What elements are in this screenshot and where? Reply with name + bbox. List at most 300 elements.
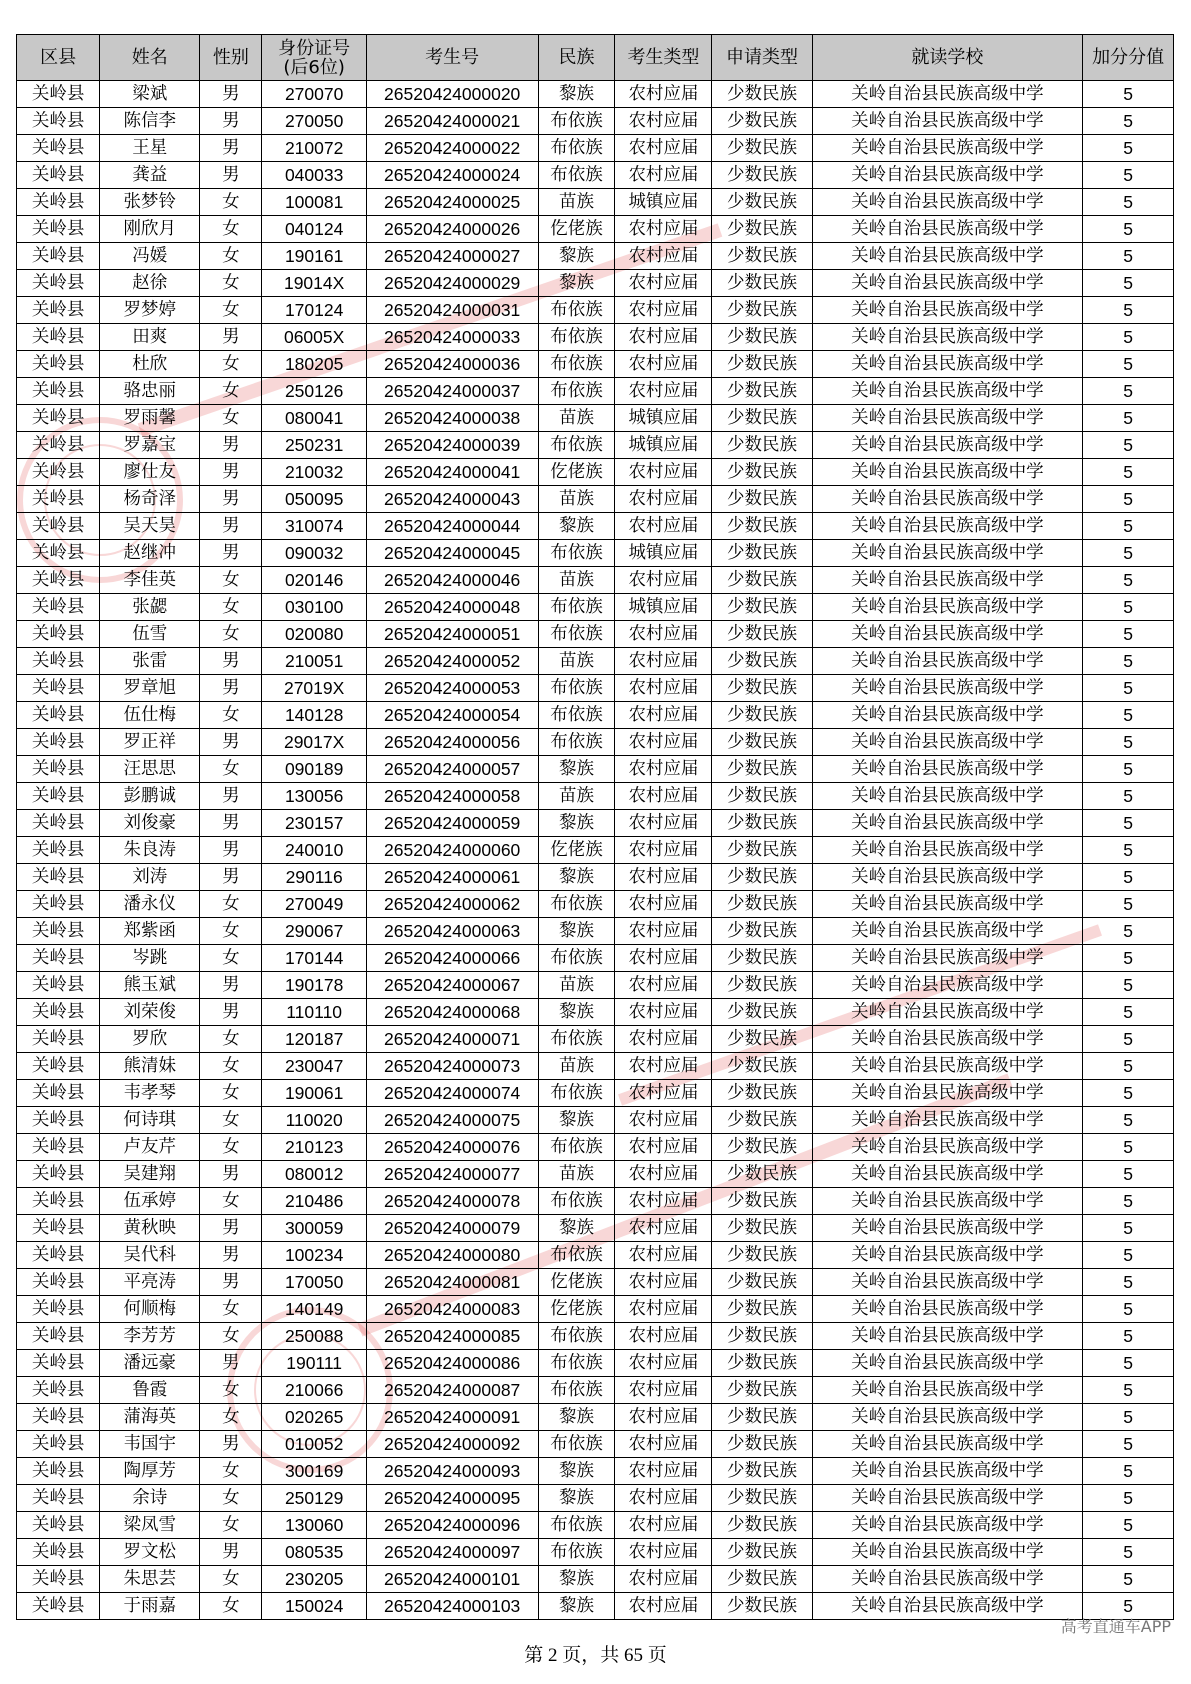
cell-ethnicity: 布依族 [538, 135, 615, 162]
cell-name: 余诗 [100, 1485, 200, 1512]
candidate-table-container [16, 34, 1174, 1620]
cell-id-suffix: 250088 [262, 1323, 366, 1350]
cell-application-type: 少数民族 [712, 1215, 812, 1242]
cell-ethnicity: 黎族 [538, 270, 615, 297]
cell-exam-number: 26520424000103 [366, 1593, 538, 1620]
cell-exam-number: 26520424000037 [366, 378, 538, 405]
cell-name: 罗章旭 [100, 675, 200, 702]
cell-name: 张勰 [100, 594, 200, 621]
cell-school: 关岭自治县民族高级中学 [812, 1539, 1083, 1566]
cell-gender: 男 [200, 1350, 262, 1377]
cell-exam-number: 26520424000067 [366, 972, 538, 999]
cell-name: 吴建翔 [100, 1161, 200, 1188]
cell-ethnicity: 黎族 [538, 1215, 615, 1242]
cell-school: 关岭自治县民族高级中学 [812, 162, 1083, 189]
cell-gender: 女 [200, 1080, 262, 1107]
cell-student-type: 农村应届 [615, 1431, 712, 1458]
cell-ethnicity: 布依族 [538, 432, 615, 459]
header-exam-number: 考生号 [366, 35, 538, 81]
cell-school: 关岭自治县民族高级中学 [812, 675, 1083, 702]
cell-id-suffix: 230205 [262, 1566, 366, 1593]
cell-district: 关岭县 [17, 1026, 100, 1053]
cell-bonus-points: 5 [1083, 864, 1174, 891]
cell-exam-number: 26520424000078 [366, 1188, 538, 1215]
cell-ethnicity: 布依族 [538, 1188, 615, 1215]
table-row [17, 702, 1174, 729]
cell-application-type: 少数民族 [712, 1188, 812, 1215]
cell-name: 平亮涛 [100, 1269, 200, 1296]
table-row [17, 1107, 1174, 1134]
table-row [17, 567, 1174, 594]
cell-gender: 男 [200, 1215, 262, 1242]
cell-ethnicity: 布依族 [538, 1539, 615, 1566]
cell-id-suffix: 080012 [262, 1161, 366, 1188]
cell-id-suffix: 130056 [262, 783, 366, 810]
cell-student-type: 农村应届 [615, 945, 712, 972]
cell-exam-number: 26520424000052 [366, 648, 538, 675]
cell-application-type: 少数民族 [712, 1350, 812, 1377]
cell-application-type: 少数民族 [712, 648, 812, 675]
cell-student-type: 农村应届 [615, 567, 712, 594]
cell-id-suffix: 250231 [262, 432, 366, 459]
cell-gender: 女 [200, 1377, 262, 1404]
cell-id-suffix: 210032 [262, 459, 366, 486]
cell-ethnicity: 布依族 [538, 1431, 615, 1458]
table-row [17, 270, 1174, 297]
cell-bonus-points: 5 [1083, 270, 1174, 297]
cell-bonus-points: 5 [1083, 918, 1174, 945]
cell-gender: 男 [200, 432, 262, 459]
cell-bonus-points: 5 [1083, 459, 1174, 486]
table-row [17, 378, 1174, 405]
cell-ethnicity: 布依族 [538, 1134, 615, 1161]
cell-bonus-points: 5 [1083, 1431, 1174, 1458]
table-row [17, 1026, 1174, 1053]
cell-school: 关岭自治县民族高级中学 [812, 1431, 1083, 1458]
cell-student-type: 城镇应届 [615, 594, 712, 621]
cell-name: 何顺梅 [100, 1296, 200, 1323]
cell-ethnicity: 苗族 [538, 486, 615, 513]
cell-student-type: 农村应届 [615, 1458, 712, 1485]
cell-bonus-points: 5 [1083, 243, 1174, 270]
cell-application-type: 少数民族 [712, 756, 812, 783]
cell-gender: 男 [200, 324, 262, 351]
cell-student-type: 农村应届 [615, 783, 712, 810]
cell-id-suffix: 020080 [262, 621, 366, 648]
cell-exam-number: 26520424000083 [366, 1296, 538, 1323]
table-row [17, 459, 1174, 486]
table-row [17, 216, 1174, 243]
cell-gender: 男 [200, 999, 262, 1026]
cell-district: 关岭县 [17, 297, 100, 324]
cell-student-type: 农村应届 [615, 351, 712, 378]
cell-name: 熊玉斌 [100, 972, 200, 999]
table-row [17, 189, 1174, 216]
cell-application-type: 少数民族 [712, 297, 812, 324]
table-row [17, 972, 1174, 999]
cell-student-type: 农村应届 [615, 837, 712, 864]
cell-district: 关岭县 [17, 1431, 100, 1458]
cell-student-type: 农村应届 [615, 486, 712, 513]
cell-application-type: 少数民族 [712, 1458, 812, 1485]
cell-name: 赵徐 [100, 270, 200, 297]
cell-name: 黄秋映 [100, 1215, 200, 1242]
cell-id-suffix: 140128 [262, 702, 366, 729]
cell-gender: 女 [200, 243, 262, 270]
cell-id-suffix: 190111 [262, 1350, 366, 1377]
cell-id-suffix: 19014X [262, 270, 366, 297]
cell-district: 关岭县 [17, 891, 100, 918]
cell-district: 关岭县 [17, 756, 100, 783]
cell-gender: 女 [200, 1458, 262, 1485]
cell-application-type: 少数民族 [712, 324, 812, 351]
cell-student-type: 农村应届 [615, 729, 712, 756]
cell-student-type: 农村应届 [615, 81, 712, 108]
cell-district: 关岭县 [17, 1566, 100, 1593]
cell-application-type: 少数民族 [712, 783, 812, 810]
cell-district: 关岭县 [17, 864, 100, 891]
cell-exam-number: 26520424000073 [366, 1053, 538, 1080]
cell-student-type: 农村应届 [615, 1107, 712, 1134]
cell-id-suffix: 030100 [262, 594, 366, 621]
cell-id-suffix: 270049 [262, 891, 366, 918]
cell-ethnicity: 布依族 [538, 594, 615, 621]
cell-name: 卢友芹 [100, 1134, 200, 1161]
cell-application-type: 少数民族 [712, 405, 812, 432]
cell-district: 关岭县 [17, 1053, 100, 1080]
cell-ethnicity: 仡佬族 [538, 1296, 615, 1323]
cell-district: 关岭县 [17, 486, 100, 513]
table-row [17, 1539, 1174, 1566]
table-row [17, 999, 1174, 1026]
cell-application-type: 少数民族 [712, 675, 812, 702]
cell-ethnicity: 苗族 [538, 405, 615, 432]
cell-bonus-points: 5 [1083, 675, 1174, 702]
cell-bonus-points: 5 [1083, 1404, 1174, 1431]
cell-ethnicity: 布依族 [538, 297, 615, 324]
cell-district: 关岭县 [17, 162, 100, 189]
header-application-type: 申请类型 [712, 35, 812, 81]
table-row [17, 243, 1174, 270]
cell-district: 关岭县 [17, 594, 100, 621]
cell-exam-number: 26520424000060 [366, 837, 538, 864]
cell-name: 陶厚芳 [100, 1458, 200, 1485]
cell-student-type: 农村应届 [615, 1377, 712, 1404]
cell-name: 于雨嘉 [100, 1593, 200, 1620]
cell-student-type: 农村应届 [615, 810, 712, 837]
cell-school: 关岭自治县民族高级中学 [812, 297, 1083, 324]
cell-application-type: 少数民族 [712, 621, 812, 648]
cell-name: 何诗琪 [100, 1107, 200, 1134]
cell-application-type: 少数民族 [712, 1377, 812, 1404]
cell-school: 关岭自治县民族高级中学 [812, 810, 1083, 837]
table-row [17, 891, 1174, 918]
cell-school: 关岭自治县民族高级中学 [812, 1485, 1083, 1512]
cell-bonus-points: 5 [1083, 1161, 1174, 1188]
cell-ethnicity: 仡佬族 [538, 216, 615, 243]
cell-name: 罗梦婷 [100, 297, 200, 324]
cell-exam-number: 26520424000091 [366, 1404, 538, 1431]
cell-id-suffix: 300169 [262, 1458, 366, 1485]
cell-ethnicity: 黎族 [538, 1566, 615, 1593]
cell-student-type: 农村应届 [615, 378, 712, 405]
cell-id-suffix: 050095 [262, 486, 366, 513]
table-row [17, 783, 1174, 810]
cell-student-type: 农村应届 [615, 972, 712, 999]
cell-ethnicity: 布依族 [538, 540, 615, 567]
cell-name: 熊清妹 [100, 1053, 200, 1080]
cell-name: 朱思芸 [100, 1566, 200, 1593]
cell-name: 汪思思 [100, 756, 200, 783]
table-row [17, 1350, 1174, 1377]
cell-bonus-points: 5 [1083, 216, 1174, 243]
cell-school: 关岭自治县民族高级中学 [812, 945, 1083, 972]
cell-ethnicity: 黎族 [538, 864, 615, 891]
cell-name: 伍雪 [100, 621, 200, 648]
cell-district: 关岭县 [17, 1458, 100, 1485]
table-row [17, 162, 1174, 189]
cell-student-type: 农村应届 [615, 1323, 712, 1350]
cell-student-type: 农村应届 [615, 1512, 712, 1539]
cell-district: 关岭县 [17, 1296, 100, 1323]
cell-student-type: 农村应届 [615, 135, 712, 162]
cell-exam-number: 26520424000044 [366, 513, 538, 540]
cell-name: 梁斌 [100, 81, 200, 108]
cell-application-type: 少数民族 [712, 1404, 812, 1431]
cell-id-suffix: 190178 [262, 972, 366, 999]
cell-bonus-points: 5 [1083, 1323, 1174, 1350]
cell-application-type: 少数民族 [712, 1593, 812, 1620]
cell-ethnicity: 黎族 [538, 756, 615, 783]
table-row [17, 1377, 1174, 1404]
cell-exam-number: 26520424000101 [366, 1566, 538, 1593]
cell-student-type: 农村应届 [615, 891, 712, 918]
cell-name: 鲁霞 [100, 1377, 200, 1404]
cell-bonus-points: 5 [1083, 405, 1174, 432]
cell-ethnicity: 布依族 [538, 945, 615, 972]
cell-application-type: 少数民族 [712, 810, 812, 837]
cell-name: 张雷 [100, 648, 200, 675]
cell-district: 关岭县 [17, 1215, 100, 1242]
cell-ethnicity: 布依族 [538, 621, 615, 648]
table-row [17, 405, 1174, 432]
cell-gender: 男 [200, 864, 262, 891]
cell-name: 刘涛 [100, 864, 200, 891]
cell-name: 罗嘉宝 [100, 432, 200, 459]
cell-student-type: 农村应届 [615, 459, 712, 486]
cell-name: 罗文松 [100, 1539, 200, 1566]
cell-school: 关岭自治县民族高级中学 [812, 1566, 1083, 1593]
cell-district: 关岭县 [17, 783, 100, 810]
cell-bonus-points: 5 [1083, 486, 1174, 513]
cell-district: 关岭县 [17, 513, 100, 540]
cell-exam-number: 26520424000071 [366, 1026, 538, 1053]
cell-district: 关岭县 [17, 1323, 100, 1350]
cell-id-suffix: 110110 [262, 999, 366, 1026]
cell-exam-number: 26520424000066 [366, 945, 538, 972]
cell-name: 刘俊豪 [100, 810, 200, 837]
cell-student-type: 农村应届 [615, 270, 712, 297]
cell-gender: 女 [200, 702, 262, 729]
cell-id-suffix: 040124 [262, 216, 366, 243]
cell-school: 关岭自治县民族高级中学 [812, 1323, 1083, 1350]
cell-application-type: 少数民族 [712, 351, 812, 378]
cell-id-suffix: 140149 [262, 1296, 366, 1323]
cell-exam-number: 26520424000074 [366, 1080, 538, 1107]
cell-ethnicity: 布依族 [538, 378, 615, 405]
cell-bonus-points: 5 [1083, 648, 1174, 675]
cell-gender: 女 [200, 378, 262, 405]
cell-ethnicity: 黎族 [538, 1458, 615, 1485]
table-row [17, 1512, 1174, 1539]
cell-name: 骆忠丽 [100, 378, 200, 405]
cell-bonus-points: 5 [1083, 81, 1174, 108]
cell-student-type: 农村应届 [615, 756, 712, 783]
cell-bonus-points: 5 [1083, 810, 1174, 837]
cell-student-type: 农村应届 [615, 1188, 712, 1215]
cell-ethnicity: 苗族 [538, 1053, 615, 1080]
cell-id-suffix: 310074 [262, 513, 366, 540]
cell-application-type: 少数民族 [712, 1566, 812, 1593]
cell-name: 吴代科 [100, 1242, 200, 1269]
cell-application-type: 少数民族 [712, 108, 812, 135]
cell-school: 关岭自治县民族高级中学 [812, 432, 1083, 459]
cell-bonus-points: 5 [1083, 945, 1174, 972]
cell-school: 关岭自治县民族高级中学 [812, 1269, 1083, 1296]
cell-exam-number: 26520424000038 [366, 405, 538, 432]
cell-district: 关岭县 [17, 648, 100, 675]
cell-district: 关岭县 [17, 540, 100, 567]
cell-student-type: 农村应届 [615, 1134, 712, 1161]
cell-exam-number: 26520424000076 [366, 1134, 538, 1161]
cell-application-type: 少数民族 [712, 891, 812, 918]
cell-student-type: 城镇应届 [615, 540, 712, 567]
cell-bonus-points: 5 [1083, 351, 1174, 378]
cell-id-suffix: 130060 [262, 1512, 366, 1539]
cell-name: 吴天昊 [100, 513, 200, 540]
cell-ethnicity: 黎族 [538, 1107, 615, 1134]
cell-bonus-points: 5 [1083, 1053, 1174, 1080]
cell-application-type: 少数民族 [712, 999, 812, 1026]
cell-id-suffix: 210123 [262, 1134, 366, 1161]
cell-school: 关岭自治县民族高级中学 [812, 486, 1083, 513]
cell-district: 关岭县 [17, 1107, 100, 1134]
cell-bonus-points: 5 [1083, 783, 1174, 810]
cell-school: 关岭自治县民族高级中学 [812, 1242, 1083, 1269]
cell-school: 关岭自治县民族高级中学 [812, 999, 1083, 1026]
cell-application-type: 少数民族 [712, 702, 812, 729]
cell-gender: 男 [200, 459, 262, 486]
table-row [17, 1566, 1174, 1593]
cell-application-type: 少数民族 [712, 1323, 812, 1350]
cell-exam-number: 26520424000087 [366, 1377, 538, 1404]
cell-student-type: 农村应届 [615, 1269, 712, 1296]
cell-gender: 女 [200, 1566, 262, 1593]
cell-exam-number: 26520424000025 [366, 189, 538, 216]
cell-ethnicity: 黎族 [538, 81, 615, 108]
cell-bonus-points: 5 [1083, 702, 1174, 729]
table-row [17, 324, 1174, 351]
table-row [17, 648, 1174, 675]
cell-district: 关岭县 [17, 405, 100, 432]
cell-district: 关岭县 [17, 81, 100, 108]
cell-exam-number: 26520424000080 [366, 1242, 538, 1269]
cell-gender: 女 [200, 1485, 262, 1512]
cell-application-type: 少数民族 [712, 945, 812, 972]
cell-ethnicity: 黎族 [538, 513, 615, 540]
cell-student-type: 农村应届 [615, 1350, 712, 1377]
cell-district: 关岭县 [17, 324, 100, 351]
cell-exam-number: 26520424000077 [366, 1161, 538, 1188]
cell-name: 潘永仪 [100, 891, 200, 918]
table-row [17, 945, 1174, 972]
cell-ethnicity: 仡佬族 [538, 1269, 615, 1296]
cell-name: 田爽 [100, 324, 200, 351]
table-row [17, 594, 1174, 621]
cell-bonus-points: 5 [1083, 1566, 1174, 1593]
cell-district: 关岭县 [17, 1404, 100, 1431]
cell-application-type: 少数民族 [712, 864, 812, 891]
cell-application-type: 少数民族 [712, 1296, 812, 1323]
cell-gender: 男 [200, 162, 262, 189]
table-row [17, 1485, 1174, 1512]
cell-gender: 男 [200, 972, 262, 999]
cell-bonus-points: 5 [1083, 1458, 1174, 1485]
header-name: 姓名 [100, 35, 200, 81]
cell-exam-number: 26520424000056 [366, 729, 538, 756]
cell-gender: 女 [200, 891, 262, 918]
cell-school: 关岭自治县民族高级中学 [812, 1161, 1083, 1188]
cell-student-type: 城镇应届 [615, 432, 712, 459]
cell-student-type: 农村应届 [615, 1053, 712, 1080]
cell-school: 关岭自治县民族高级中学 [812, 1512, 1083, 1539]
cell-name: 刚欣月 [100, 216, 200, 243]
table-row [17, 1431, 1174, 1458]
table-row [17, 729, 1174, 756]
cell-ethnicity: 布依族 [538, 1350, 615, 1377]
cell-application-type: 少数民族 [712, 918, 812, 945]
cell-exam-number: 26520424000093 [366, 1458, 538, 1485]
table-row [17, 1404, 1174, 1431]
cell-exam-number: 26520424000053 [366, 675, 538, 702]
table-row [17, 135, 1174, 162]
cell-ethnicity: 布依族 [538, 162, 615, 189]
cell-school: 关岭自治县民族高级中学 [812, 702, 1083, 729]
cell-exam-number: 26520424000063 [366, 918, 538, 945]
cell-ethnicity: 布依族 [538, 1512, 615, 1539]
cell-name: 李佳英 [100, 567, 200, 594]
cell-name: 张梦铃 [100, 189, 200, 216]
cell-district: 关岭县 [17, 1512, 100, 1539]
cell-application-type: 少数民族 [712, 270, 812, 297]
cell-student-type: 农村应届 [615, 621, 712, 648]
cell-application-type: 少数民族 [712, 729, 812, 756]
cell-exam-number: 26520424000024 [366, 162, 538, 189]
cell-name: 李芳芳 [100, 1323, 200, 1350]
cell-exam-number: 26520424000057 [366, 756, 538, 783]
cell-student-type: 农村应届 [615, 1593, 712, 1620]
table-row [17, 432, 1174, 459]
cell-school: 关岭自治县民族高级中学 [812, 729, 1083, 756]
cell-ethnicity: 布依族 [538, 729, 615, 756]
cell-school: 关岭自治县民族高级中学 [812, 513, 1083, 540]
cell-id-suffix: 080535 [262, 1539, 366, 1566]
cell-exam-number: 26520424000045 [366, 540, 538, 567]
cell-student-type: 农村应届 [615, 1296, 712, 1323]
cell-name: 伍承婷 [100, 1188, 200, 1215]
cell-bonus-points: 5 [1083, 1134, 1174, 1161]
cell-exam-number: 26520424000058 [366, 783, 538, 810]
